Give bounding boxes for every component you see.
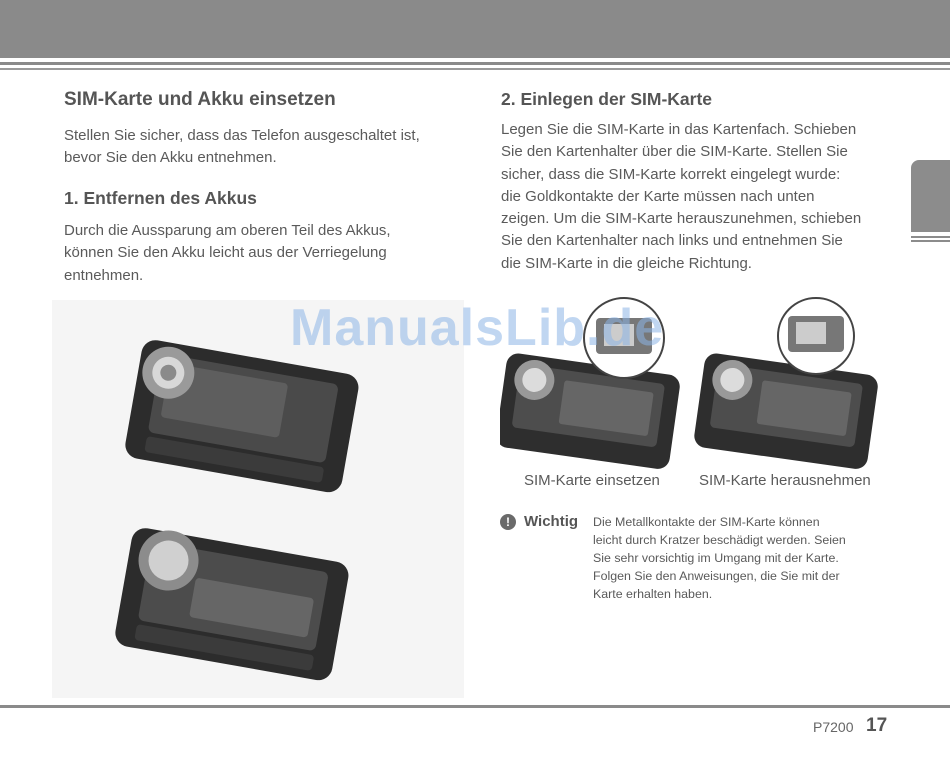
sim-line: die Goldkontakte der Karte müssen nach unten [501, 187, 815, 205]
header-rule-secondary [0, 68, 950, 70]
note-text [593, 513, 893, 603]
section-title-battery: 1. Entfernen des Akkus [64, 188, 257, 208]
intro-paragraph [64, 125, 420, 170]
sim-remove-illustration [693, 298, 880, 470]
battery-line: entnehmen. [64, 266, 144, 284]
sim-paragraph [501, 119, 861, 275]
battery-removal-illustration [52, 300, 464, 698]
sim-line: die SIM-Karte in die gleiche Richtung. [501, 254, 752, 272]
chapter-tab-line [911, 236, 950, 238]
header-rule [0, 62, 950, 65]
battery-line: Durch die Aussparung am oberen Teil des Akkus, [64, 222, 391, 239]
model-name: P7200 [813, 719, 854, 735]
note-line: Folgen Sie den Anweisungen, die Sie mit der [593, 569, 840, 583]
page-title: SIM-Karte und Akku einsetzen [64, 89, 336, 110]
footer-rule [0, 705, 950, 708]
sim-line: Sie den Kartenhalter über die SIM-Karte. Stellen Sie [501, 143, 848, 161]
exclamation-icon: ! [500, 514, 516, 530]
note-line: Sie sehr vorsichtig im Umgang mit der Karte. [593, 551, 839, 565]
sim-line: zeigen. Um die SIM-Karte herauszunehmen, schieben [501, 210, 862, 228]
section-title-sim: 2. Einlegen der SIM-Karte [501, 89, 713, 109]
caption-sim-remove: SIM-Karte herausnehmen [699, 472, 871, 489]
note-line: leicht durch Kratzer beschädigt werden. Seien [593, 533, 846, 547]
chapter-tab-line [911, 240, 950, 242]
battery-line: können Sie den Akku leicht aus der Verriegelung [64, 244, 387, 262]
sim-line: Sie den Kartenhalter nach links und entnehmen Sie [501, 232, 843, 250]
page-number: 17 [866, 715, 888, 736]
intro-line: Stellen Sie sicher, dass das Telefon ausgeschaltet ist, [64, 127, 420, 144]
battery-illustration-area [52, 300, 464, 698]
note-line: Karte erhalten haben. [593, 587, 713, 601]
intro-line: bevor Sie den Akku entnehmen. [64, 149, 277, 167]
sim-line: sicher, dass die SIM-Karte korrekt eingelegt wurde: [501, 165, 841, 183]
sim-line: Legen Sie die SIM-Karte in das Kartenfach. Schieben [501, 121, 857, 138]
caption-sim-insert: SIM-Karte einsetzen [524, 472, 660, 489]
battery-paragraph [64, 220, 391, 287]
header-band [0, 0, 950, 58]
chapter-tab [911, 160, 950, 232]
watermark: ManualsLib.de [290, 299, 665, 357]
note-label: Wichtig [524, 513, 579, 530]
note-line: Die Metallkontakte der SIM-Karte können [593, 515, 820, 529]
